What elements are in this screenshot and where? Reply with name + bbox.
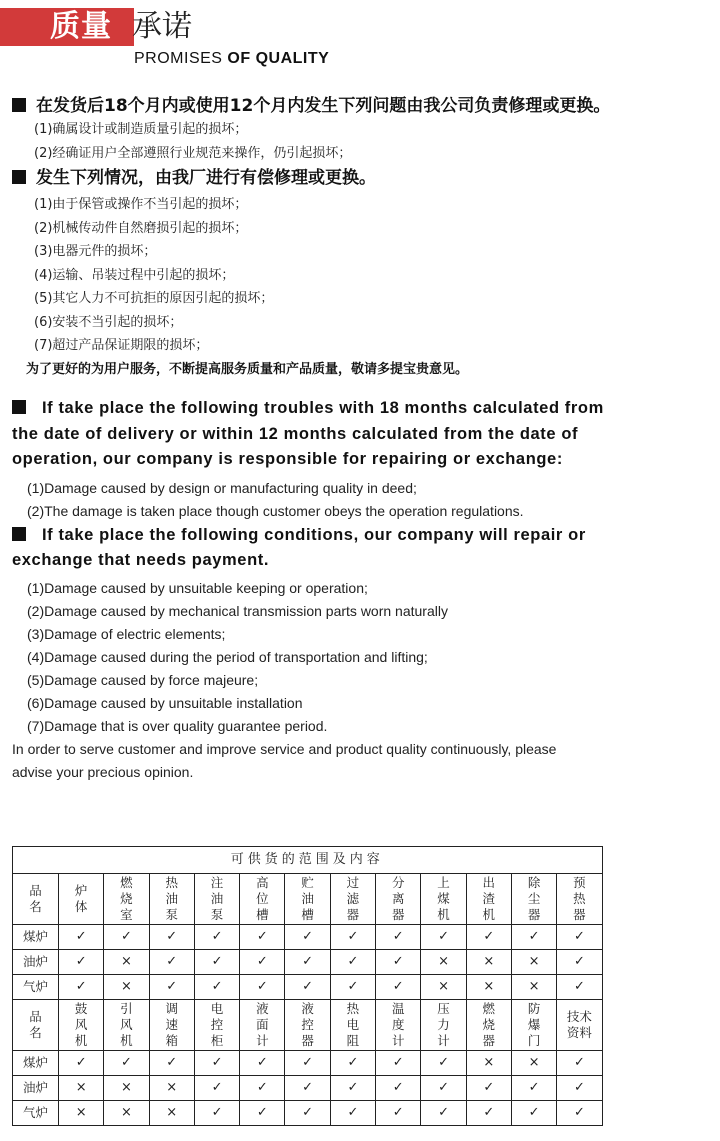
table-row xyxy=(13,1051,603,1076)
cn-list-item: (3)电器元件的损坏； xyxy=(34,244,157,259)
check-mark-icon: ✓ xyxy=(376,925,421,950)
column-header-text: 过滤器 xyxy=(346,875,360,922)
en-list-item: (1)Damage caused by design or manufacturing quality in deed; xyxy=(27,479,417,496)
column-header-text: 贮油槽 xyxy=(301,875,314,922)
check-mark-icon: ✓ xyxy=(240,1076,285,1101)
title-light: 承诺 xyxy=(132,9,192,44)
table-row xyxy=(13,950,603,975)
check-mark-icon: ✓ xyxy=(421,1051,466,1076)
column-header-text: 防爆门 xyxy=(527,1001,541,1048)
check-mark-icon: ✓ xyxy=(194,1076,239,1101)
check-mark-icon: ✓ xyxy=(557,925,602,950)
column-header xyxy=(557,1000,602,1051)
column-header-text: 热电阻 xyxy=(346,1001,360,1048)
check-mark-icon: ✓ xyxy=(557,975,602,1000)
check-mark-icon: ✓ xyxy=(376,950,421,975)
column-header-text: 调速箱 xyxy=(165,1001,178,1048)
en-section xyxy=(0,396,720,784)
column-header xyxy=(194,1000,239,1051)
column-header-text: 热油泵 xyxy=(165,875,178,922)
check-mark-icon: ✓ xyxy=(149,925,194,950)
column-header-text: 鼓风机 xyxy=(74,1001,88,1048)
table-row xyxy=(13,1076,603,1101)
cn-list-1 xyxy=(0,118,720,165)
page-header xyxy=(0,0,720,78)
name-label-cell xyxy=(13,874,59,925)
column-header-text: 上煤机 xyxy=(437,875,450,922)
title-bold: 质量 xyxy=(50,9,112,44)
row-name-cell: 气炉 xyxy=(13,975,59,1000)
cross-mark-icon: × xyxy=(511,975,556,1000)
column-header xyxy=(59,874,104,925)
check-mark-icon: ✓ xyxy=(330,925,375,950)
square-bullet-icon xyxy=(12,527,26,541)
check-mark-icon: ✓ xyxy=(376,1101,421,1126)
check-mark-icon: ✓ xyxy=(466,1076,511,1101)
en-list-item: (1)Damage caused by unsuitable keeping or operation; xyxy=(27,579,368,596)
name-label-cell-text: 品名 xyxy=(29,1009,42,1040)
column-header-text: 炉体 xyxy=(74,883,88,914)
check-mark-icon: ✓ xyxy=(330,1076,375,1101)
check-mark-icon: ✓ xyxy=(376,1076,421,1101)
column-header xyxy=(285,874,330,925)
cn-section xyxy=(0,94,720,382)
check-mark-icon: ✓ xyxy=(59,975,104,1000)
column-header xyxy=(149,1000,194,1051)
column-header-text: 出渣机 xyxy=(482,875,496,922)
check-mark-icon: ✓ xyxy=(421,925,466,950)
check-mark-icon: ✓ xyxy=(240,950,285,975)
column-header-text: 除尘器 xyxy=(527,875,541,922)
en-list-item: (5)Damage caused by force majeure; xyxy=(27,671,259,688)
en-list-item: (6)Damage caused by unsuitable installation xyxy=(27,694,303,711)
cross-mark-icon: × xyxy=(149,1076,194,1101)
check-mark-icon: ✓ xyxy=(285,1101,330,1126)
cross-mark-icon: × xyxy=(59,1101,104,1126)
table-header-row xyxy=(13,1000,603,1051)
row-name-cell: 煤炉 xyxy=(13,1051,59,1076)
check-mark-icon: ✓ xyxy=(285,1051,330,1076)
name-label-cell xyxy=(13,1000,59,1051)
subtitle-bold: OF QUALITY xyxy=(227,50,330,67)
column-header-text: 压力计 xyxy=(437,1001,450,1048)
table-row xyxy=(13,1101,603,1126)
en-list-item: (2)The damage is taken place though customer obeys the operation regulations. xyxy=(27,502,524,519)
row-name-cell: 煤炉 xyxy=(13,925,59,950)
cross-mark-icon: × xyxy=(149,1101,194,1126)
cn-list-item: (5)其它人力不可抗拒的原因引起的损坏； xyxy=(34,291,274,306)
column-header-text: 液面计 xyxy=(256,1001,269,1048)
column-header xyxy=(466,1000,511,1051)
column-header-text: 注油泵 xyxy=(210,875,224,922)
check-mark-icon: ✓ xyxy=(330,1101,375,1126)
column-header xyxy=(376,874,421,925)
subtitle-normal: PROMISES xyxy=(134,50,228,67)
table-row xyxy=(13,975,603,1000)
check-mark-icon: ✓ xyxy=(240,1051,285,1076)
table-row xyxy=(13,925,603,950)
check-mark-icon: ✓ xyxy=(194,925,239,950)
check-mark-icon: ✓ xyxy=(376,1051,421,1076)
en-heading-1: If take place the following troubles with 18 months calculated from the date of delivery or within 12 months calculated from the date of operation, our company is responsible for repairing or exchange: xyxy=(12,399,604,468)
cn-list-item: (1)确属设计或制造质量引起的损坏； xyxy=(34,122,248,137)
check-mark-icon: ✓ xyxy=(511,1076,556,1101)
check-mark-icon: ✓ xyxy=(194,1101,239,1126)
column-header xyxy=(330,1000,375,1051)
column-header xyxy=(240,874,285,925)
column-header xyxy=(330,874,375,925)
cross-mark-icon: × xyxy=(104,1101,149,1126)
row-name-cell: 油炉 xyxy=(13,1076,59,1101)
check-mark-icon: ✓ xyxy=(59,950,104,975)
name-label-cell-text: 品名 xyxy=(29,883,42,914)
column-header-text: 电控柜 xyxy=(210,1001,224,1048)
column-header-text: 燃烧室 xyxy=(120,875,133,922)
check-mark-icon: ✓ xyxy=(59,1051,104,1076)
cn-list-item: (2)机械传动件自然磨损引起的损坏； xyxy=(34,220,248,236)
check-mark-icon: ✓ xyxy=(194,950,239,975)
check-mark-icon: ✓ xyxy=(421,1076,466,1101)
cn-note: 为了更好的为用户服务，不断提高服务质量和产品质量，敬请多提宝贵意见。 xyxy=(26,361,469,377)
check-mark-icon: ✓ xyxy=(466,1101,511,1126)
cn-list-item: (4)运输、吊装过程中引起的损坏； xyxy=(34,267,235,283)
column-header xyxy=(421,1000,466,1051)
cn-list-item: (6)安装不当引起的损坏； xyxy=(34,314,183,330)
column-header xyxy=(511,1000,556,1051)
check-mark-icon: ✓ xyxy=(285,1076,330,1101)
check-mark-icon: ✓ xyxy=(376,975,421,1000)
check-mark-icon: ✓ xyxy=(149,950,194,975)
en-note: In order to serve customer and improve service and product quality continuously, please advise your precious opinion. xyxy=(12,740,557,780)
check-mark-icon: ✓ xyxy=(149,975,194,1000)
column-header xyxy=(285,1000,330,1051)
check-mark-icon: ✓ xyxy=(240,925,285,950)
check-mark-icon: ✓ xyxy=(285,950,330,975)
table-caption: 可供货的范围及内容 xyxy=(13,847,603,874)
column-header xyxy=(466,874,511,925)
column-header-text: 预热器 xyxy=(573,875,586,922)
cross-mark-icon: × xyxy=(104,975,149,1000)
check-mark-icon: ✓ xyxy=(557,1101,602,1126)
column-header-text: 燃烧器 xyxy=(482,1001,496,1048)
column-header xyxy=(557,874,602,925)
check-mark-icon: ✓ xyxy=(511,1101,556,1126)
check-mark-icon: ✓ xyxy=(104,1051,149,1076)
column-header-text: 液控器 xyxy=(301,1001,314,1048)
column-header xyxy=(511,874,556,925)
square-bullet-icon xyxy=(12,170,26,184)
check-mark-icon: ✓ xyxy=(240,975,285,1000)
cross-mark-icon: × xyxy=(466,950,511,975)
check-mark-icon: ✓ xyxy=(59,925,104,950)
check-mark-icon: ✓ xyxy=(466,925,511,950)
cross-mark-icon: × xyxy=(421,950,466,975)
column-header-text: 温度计 xyxy=(391,1001,405,1048)
check-mark-icon: ✓ xyxy=(104,925,149,950)
cn-list-item: (7)超过产品保证期限的损坏； xyxy=(34,338,209,353)
column-header xyxy=(59,1000,104,1051)
row-name-cell: 气炉 xyxy=(13,1101,59,1126)
column-header xyxy=(376,1000,421,1051)
cross-mark-icon: × xyxy=(511,950,556,975)
cn-heading-2: 发生下列情况，由我厂进行有偿修理或更换。 xyxy=(12,166,720,190)
cn-list-item: (2)经确证用户全部遵照行业规范来操作，仍引起损坏； xyxy=(34,145,352,161)
cross-mark-icon: × xyxy=(59,1076,104,1101)
cross-mark-icon: × xyxy=(104,1076,149,1101)
en-list-item: (3)Damage of electric elements; xyxy=(27,625,226,642)
check-mark-icon: ✓ xyxy=(557,1076,602,1101)
cross-mark-icon: × xyxy=(104,950,149,975)
check-mark-icon: ✓ xyxy=(511,925,556,950)
cn-heading-1: 在发货后18个月内或使用12个月内发生下列问题由我公司负责修理或更换。 xyxy=(12,94,720,118)
column-header xyxy=(194,874,239,925)
check-mark-icon: ✓ xyxy=(557,1051,602,1076)
cross-mark-icon: × xyxy=(511,1051,556,1076)
check-mark-icon: ✓ xyxy=(421,1101,466,1126)
square-bullet-icon xyxy=(12,98,26,112)
subtitle xyxy=(134,50,329,68)
en-list-item: (4)Damage caused during the period of transportation and lifting; xyxy=(27,648,428,665)
column-header xyxy=(104,874,149,925)
square-bullet-icon xyxy=(12,400,26,414)
cn-list-item: (1)由于保管或操作不当引起的损坏； xyxy=(34,197,248,212)
check-mark-icon: ✓ xyxy=(194,1051,239,1076)
column-header xyxy=(104,1000,149,1051)
column-header-text: 分离器 xyxy=(391,875,405,922)
cross-mark-icon: × xyxy=(421,975,466,1000)
check-mark-icon: ✓ xyxy=(330,975,375,1000)
check-mark-icon: ✓ xyxy=(240,1101,285,1126)
supply-table xyxy=(12,846,602,1126)
check-mark-icon: ✓ xyxy=(330,950,375,975)
en-heading-2: If take place the following conditions, our company will repair or exchange that needs payment. xyxy=(12,525,586,569)
en-list-item: (2)Damage caused by mechanical transmission parts worn naturally xyxy=(27,602,448,619)
column-header xyxy=(421,874,466,925)
check-mark-icon: ✓ xyxy=(285,925,330,950)
check-mark-icon: ✓ xyxy=(149,1051,194,1076)
check-mark-icon: ✓ xyxy=(285,975,330,1000)
table-header-row xyxy=(13,874,603,925)
cross-mark-icon: × xyxy=(466,975,511,1000)
column-header-text: 高位槽 xyxy=(256,875,269,922)
check-mark-icon: ✓ xyxy=(194,975,239,1000)
en-list-2 xyxy=(0,577,720,738)
check-mark-icon: ✓ xyxy=(557,950,602,975)
column-header xyxy=(149,874,194,925)
supply-table-grid xyxy=(12,846,603,1126)
cn-list-2 xyxy=(0,193,720,358)
column-header-text: 引风机 xyxy=(120,1001,133,1048)
en-list-item: (7)Damage that is over quality guarantee period. xyxy=(27,717,328,734)
cross-mark-icon: × xyxy=(466,1051,511,1076)
row-name-cell: 油炉 xyxy=(13,950,59,975)
column-header-text: 技术资料 xyxy=(566,1009,592,1040)
column-header xyxy=(240,1000,285,1051)
check-mark-icon: ✓ xyxy=(330,1051,375,1076)
en-list-1 xyxy=(0,477,720,523)
